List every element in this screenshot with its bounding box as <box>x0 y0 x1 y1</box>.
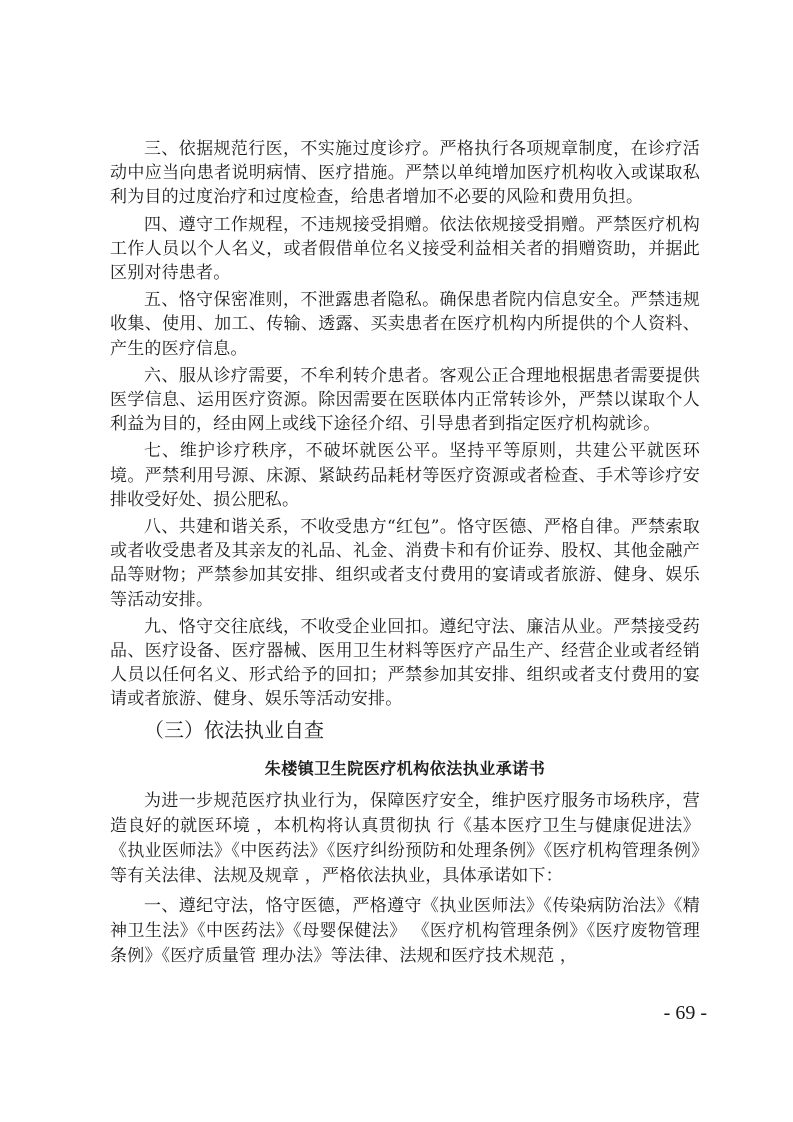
document-body <box>110 137 700 974</box>
paragraph-item-9: 九、恪守交往底线，不收受企业回扣。遵纪守法、廉洁从业。严禁接受药品、医疗设备、医疗器械、医用卫生材料等医疗产品生产、经营企业或者经销人员以任何名义、形式给予的回扣；严禁参加其安排、组织或者支付费用的宴请或者旅游、健身、娱乐等活动安排。 <box>110 616 700 710</box>
paragraph-item-8: 八、共建和谐关系，不收受患方“红包”。恪守医德、严格自律。严禁索取或者收受患者及其亲友的礼品、礼金、消费卡和有价证券、股权、其他金融产品等财物；严禁参加其安排、组织或者支付费用的宴请或者旅游、健身、娱乐等活动安排。 <box>110 517 700 610</box>
page-number: - 69 - <box>663 1002 707 1024</box>
paragraph-item-5: 五、恪守保密准则，不泄露患者隐私。确保患者院内信息安全。严禁违规收集、使用、加工、传输、透露、买卖患者在医疗机构内所提供的个人资料、产生的医疗信息。 <box>110 290 700 359</box>
paragraph-item-7: 七、维护诊疗秩序，不破坏就医公平。坚持平等原则，共建公平就医环境。严禁利用号源、床源、紧缺药品耗材等医疗资源或者检查、手术等诊疗安排收受好处、损公肥私。 <box>110 441 700 510</box>
commitment-intro-paragraph: 为进一步规范医疗执业行为，保障医疗安全，维护医疗服务市场秩序，营造良好的就医环境 ，本机构将认真贯彻执 行《基本医疗卫生与健康促进法》《执业医师法》《中医药法》《医疗纠纷预防和处理条例》《医疗机构管理条例》等有关法律、法规及规章 ，严格依法执业，具体承诺如下： <box>110 790 700 886</box>
commitment-item-1: 一、遵纪守法，恪守医德，严格遵守《执业医师法》《传染病防治法》《精神卫生法》《中医药法》《母婴保健法》 《医疗机构管理条例》《医疗废物管理条例》《医疗质量管 理办法》等法律、法规和医疗技术规范 ， <box>110 895 700 966</box>
document-title: 朱楼镇卫生院医疗机构依法执业承诺书 <box>264 758 546 778</box>
paragraph-item-6: 六、服从诊疗需要，不牟利转介患者。客观公正合理地根据患者需要提供医学信息、运用医疗资源。除因需要在医联体内正常转诊外，严禁以谋取个人利益为目的，经由网上或线下途径介绍、引导患者到指定医疗机构就诊。 <box>110 365 700 435</box>
section-heading: （三）依法执业自查 <box>144 717 324 742</box>
paragraph-item-3: 三、依据规范行医，不实施过度诊疗。严格执行各项规章制度，在诊疗活动中应当向患者说明病情、医疗措施。严禁以单纯增加医疗机构收入或谋取私利为目的过度治疗和过度检查，给患者增加不必要的风险和费用负担。 <box>110 139 700 208</box>
paragraph-item-4: 四、遵守工作规程，不违规接受捐赠。依法依规接受捐赠。严禁医疗机构工作人员以个人名义，或者假借单位名义接受利益相关者的捐赠资助，并据此区别对待患者。 <box>110 214 700 284</box>
